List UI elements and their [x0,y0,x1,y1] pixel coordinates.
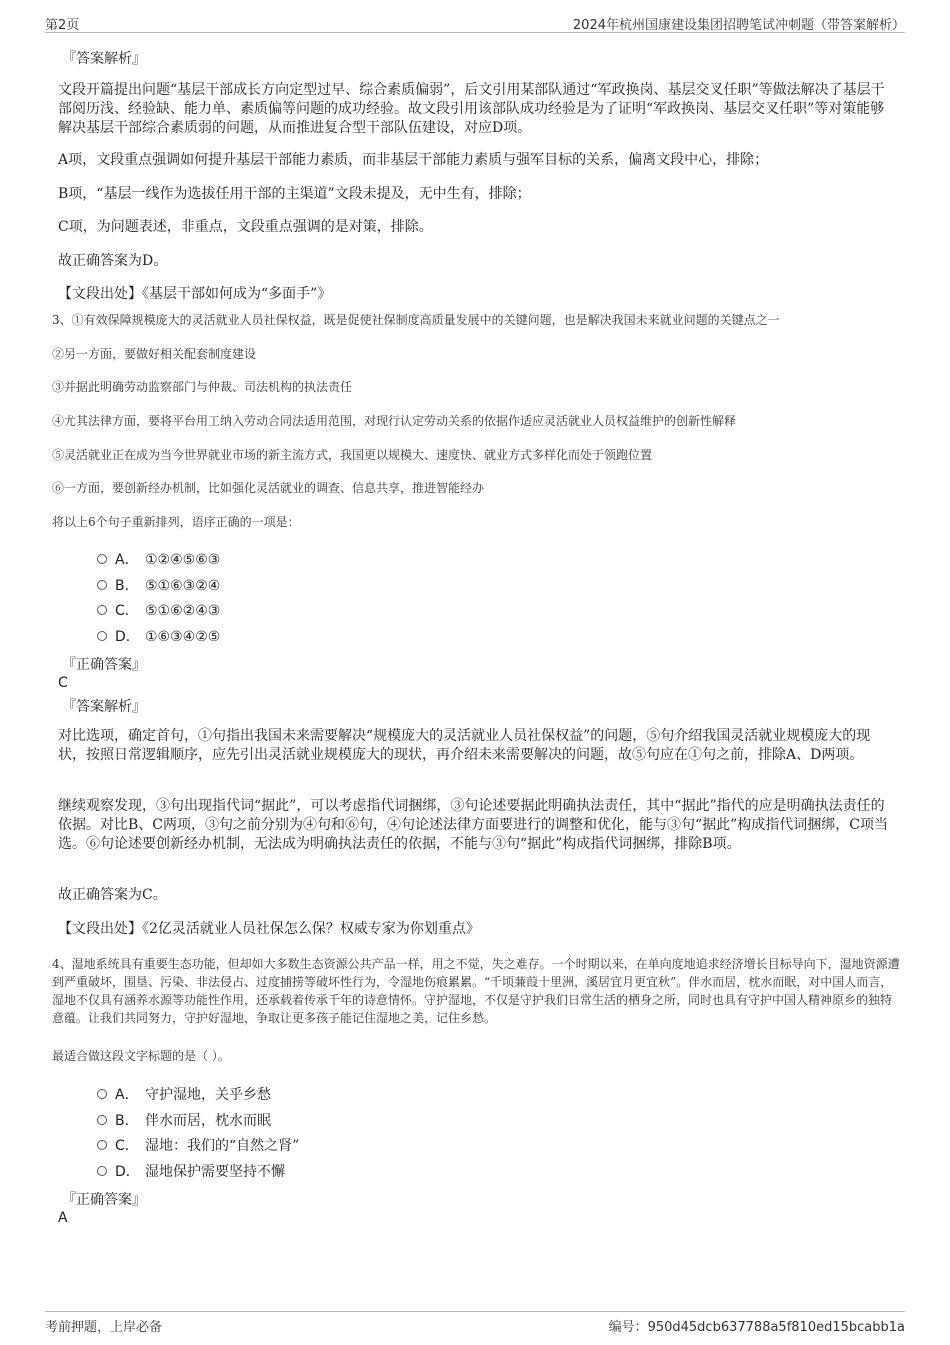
q2-explain-paragraph-4: C项，为问题表述，非重点，文段重点强调的是对策，排除。 [58,219,433,235]
radio-icon[interactable] [97,554,107,564]
q3-sentence-3: ③并据此明确劳动监察部门与仲裁、司法机构的执法责任 [52,380,353,394]
q4-stem: 最适合做这段文字标题的是（ ）。 [52,1049,230,1063]
q2-source: 【文段出处】《基层干部如何成为“多面手”》 [58,286,332,302]
radio-icon[interactable] [97,1140,107,1150]
page-footer [45,1311,905,1336]
page-number: 第2页 [45,18,80,33]
q4-option-d[interactable]: D． 湿地保护需要坚持不懈 [97,1161,285,1181]
radio-icon[interactable] [97,1115,107,1125]
radio-icon[interactable] [97,580,107,590]
q3-sentence-4: ④尤其法律方面，要将平台用工纳入劳动合同法适用范围，对现行认定劳动关系的依据作适应灵活就业人员权益维护的创新性解释 [52,414,737,428]
document-code: 编号：950d45dcb637788a5f810ed15bcabb1a [608,1320,905,1335]
q2-explain-paragraph-3: B项，“基层一线作为选拔任用干部的主渠道”文段未提及，无中生有，排除； [58,186,531,202]
radio-icon[interactable] [97,1166,107,1176]
q3-option-d[interactable]: D． ①⑥③④②⑤ [97,626,220,646]
q3-answer-label: 『正确答案』 [62,657,146,673]
q3-answer: C [58,675,68,691]
q2-explain-paragraph-1: 文段开篇提出问题“基层干部成长方向定型过早、综合素质偏弱”，后文引用某部队通过“军政换岗、基层交叉任职”等做法解决了基层干部阅历浅、经验缺、能力单、素质偏等问题的成功经验。故文段引用该部队成功经验是为了证明“军政换岗、基层交叉任职”等对策能够解决基层干部综合素质弱的问题，从而推进复合型干部队伍建设，对应D项。 [58,82,885,136]
q3-explain-paragraph-2: 继续观察发现，③句出现指代词“据此”，可以考虑指代词捆绑，③句论述要据此明确执法责任，其中“据此”指代的应是明确执法责任的依据。对比B、C两项，③句之前分别为④句和⑥句，④句论述法律方面要进行的调整和优化，能与③句“据此”构成指代词捆绑，C项当选。⑥句论述要创新经办机制，无法成为明确执法责任的依据，不能与③句“据此”构成指代词捆绑，排除B项。 [58,798,889,852]
q3-explain-conclusion: 故正确答案为C。 [58,887,167,903]
q2-explain-label: 『答案解析』 [62,51,146,67]
q4-passage: 4、湿地系统具有重要生态功能，但却如大多数生态资源公共产品一样，用之不觉，失之难存。一个时期以来，在单向度地追求经济增长目标导向下，湿地资源遭到严重破坏，围垦、污染、非法侵占、过度捕捞等破坏性行为，令湿地伤痕累累。“千顷蒹葭十里洲，溪居宜月更宜秋”。伴水而居，枕水而眠，对中国人而言，湿地不仅具有涵养水源等功能性作用，还承载着传承千年的诗意情怀。守护湿地，不仅是守护我们日常生活的栖身之所，同时也具有守护中国人精神原乡的独特意蕴。让我们共同努力，守护好湿地，争取让更多孩子能记住湿地之美，记住乡愁。 [52,957,900,1025]
q3-option-b[interactable]: B． ⑤①⑥③②④ [97,575,220,595]
footer-slogan: 考前押题，上岸必备 [45,1320,163,1335]
radio-icon[interactable] [97,1089,107,1099]
q3-explain-paragraph-1: 对比选项，确定首句，①句指出我国未来需要解决“规模庞大的灵活就业人员社保权益”的问题，⑤句介绍我国灵活就业规模庞大的现状，按照日常逻辑顺序，应先引出灵活就业规模庞大的现状，再介绍未来需要解决的问题，故⑤句应在①句之前，排除A、D两项。 [58,728,871,763]
radio-icon[interactable] [97,631,107,641]
q4-option-c[interactable]: C． 湿地：我们的“自然之肾” [97,1135,299,1155]
q3-explain-label: 『答案解析』 [62,699,146,715]
q4-option-a[interactable]: A． 守护湿地，关乎乡愁 [97,1084,271,1104]
q2-explain-paragraph-2: A项，文段重点强调如何提升基层干部能力素质，而非基层干部能力素质与强军目标的关系，偏离文段中心，排除； [58,152,769,168]
q3-sentence-1: 3、①有效保障规模庞大的灵活就业人员社保权益，既是促使社保制度高质量发展中的关键问题，也是解决我国未来就业问题的关键点之一 [52,313,780,327]
document-title: 2024年杭州国康建设集团招聘笔试冲刺题（带答案解析） [572,18,905,33]
radio-icon[interactable] [97,605,107,615]
q3-sentence-6: ⑥一方面，要创新经办机制，比如强化灵活就业的调查、信息共享，推进智能经办 [52,481,485,495]
q4-answer: A [58,1210,68,1226]
page-header [45,10,905,33]
q3-sentence-5: ⑤灵活就业正在成为当今世界就业市场的新主流方式，我国更以规模大、速度快、就业方式多样化而处于领跑位置 [52,448,653,462]
q3-source: 【文段出处】《2亿灵活就业人员社保怎么保？权威专家为你划重点》 [58,921,480,937]
q3-stem: 将以上6个句子重新排列，语序正确的一项是： [52,515,300,529]
q2-explain-conclusion: 故正确答案为D。 [58,253,168,269]
q4-answer-label: 『正确答案』 [62,1192,146,1208]
q3-option-c[interactable]: C． ⑤①⑥②④③ [97,600,220,620]
q3-sentence-2: ②另一方面，要做好相关配套制度建设 [52,347,257,361]
q3-option-a[interactable]: A． ①②④⑤⑥③ [97,549,220,569]
q4-option-b[interactable]: B． 伴水而居，枕水而眠 [97,1110,271,1130]
